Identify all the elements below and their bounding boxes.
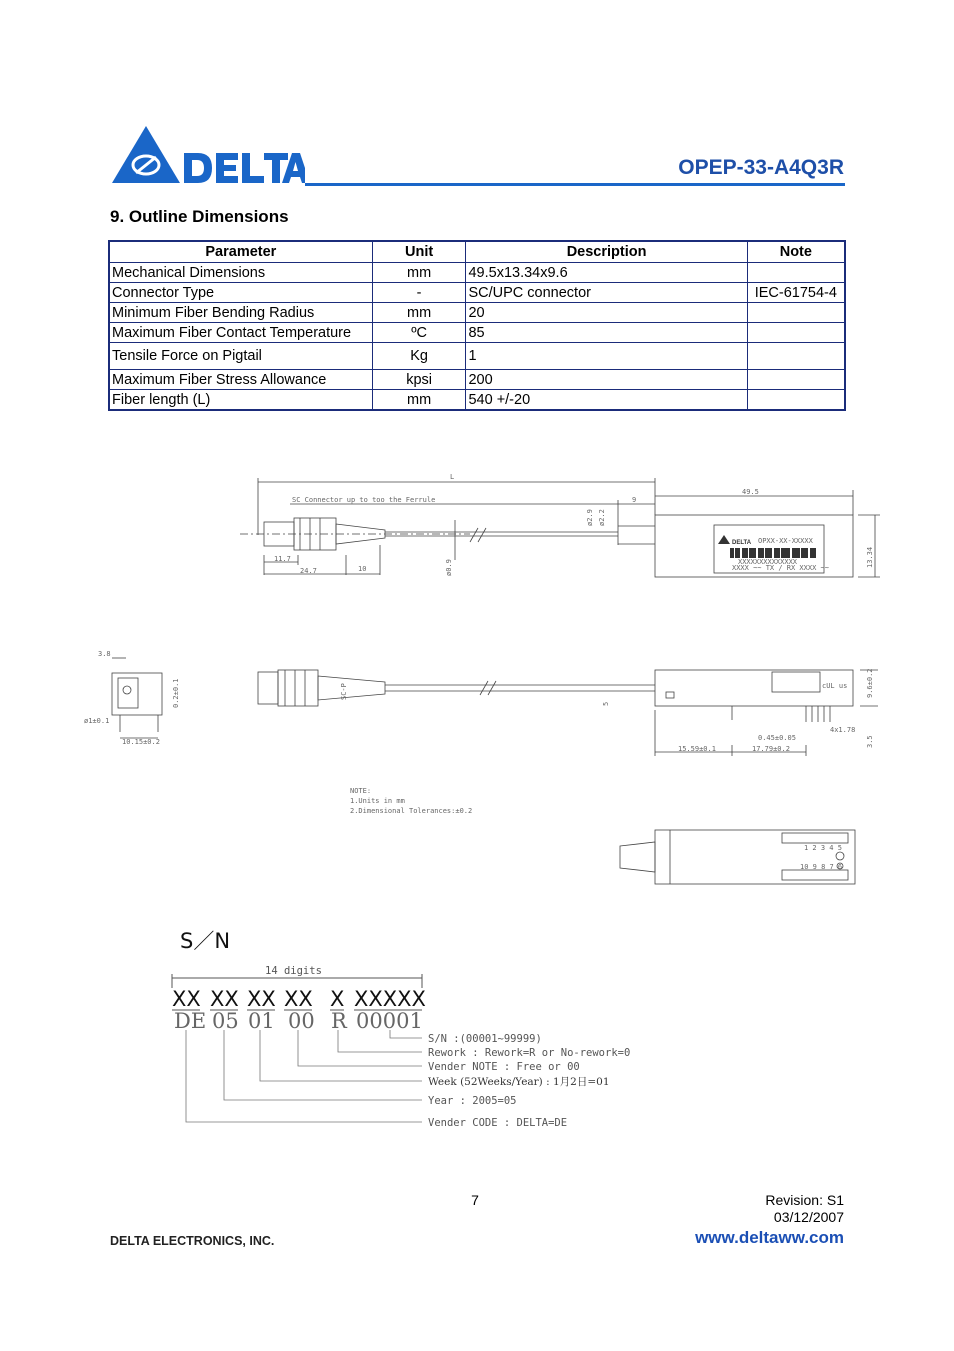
dim-5: 5 (602, 701, 610, 706)
spec-table (108, 240, 846, 411)
serial-number-diagram (150, 920, 710, 1140)
serial-fmt-year: XX (210, 987, 239, 1011)
serial-digits: 14 digits (265, 965, 322, 977)
delta-logo (110, 123, 305, 185)
table-row (109, 343, 845, 370)
serial-ex-rework: R (331, 1009, 347, 1033)
table-row (109, 303, 845, 323)
dim-29: ø2.9 (586, 509, 594, 526)
cell-description: 540 +/-20 (466, 390, 747, 411)
cell-description: 20 (466, 303, 747, 323)
table-header-row (109, 241, 845, 263)
dim-fiber-09: ø0.9 (445, 559, 453, 576)
cell-note (747, 343, 845, 370)
dim-10: 10 (358, 565, 367, 573)
revision: Revision: S1 (765, 1192, 844, 1208)
cell-parameter: Tensile Force on Pigtail (109, 343, 372, 370)
dim-22: ø2.2 (598, 509, 606, 526)
company-name: DELTA ELECTRONICS, INC. (110, 1234, 275, 1248)
cell-unit: kpsi (372, 370, 466, 390)
dim-1559: 15.59±0.1 (678, 745, 716, 753)
bottom-view (620, 830, 855, 884)
cell-note (747, 303, 845, 323)
cell-parameter: Maximum Fiber Stress Allowance (109, 370, 372, 390)
header-rule (305, 183, 845, 186)
cell-description: 200 (466, 370, 747, 390)
cell-parameter: Maximum Fiber Contact Temperature (109, 323, 372, 343)
pin-row-2: 10 9 8 7 6 (800, 863, 843, 871)
cell-unit: ºC (372, 323, 466, 343)
label-code: XXXX ~~ TX / RX XXXX ~~ (732, 564, 829, 572)
page-number: 7 (471, 1192, 479, 1208)
cell-parameter: Connector Type (109, 283, 372, 303)
dim-38: 3.8 (98, 650, 111, 658)
note-1: 1.Units in mm (350, 797, 405, 805)
revision-date: 03/12/2007 (773, 1209, 844, 1225)
dim-1: ø1±0.1 (84, 717, 110, 725)
cell-note (747, 390, 845, 411)
serial-fmt-week: XX (247, 987, 276, 1011)
serial-note-year: Year : 2005=05 (428, 1095, 517, 1107)
barcode-icon (730, 548, 816, 558)
cell-description: 85 (466, 323, 747, 343)
serial-ex-vendor: DE (174, 1009, 207, 1033)
dim-9: 9 (632, 496, 637, 504)
part-number: OPEP-33-A4Q3R (678, 156, 844, 179)
dim-045: 0.45±0.05 (758, 734, 796, 742)
serial-note-rework: Rework : Rework=R or No-rework=0 (428, 1047, 631, 1059)
side-view (258, 668, 878, 756)
revision-block (660, 1192, 844, 1226)
col-header-description: Description (466, 241, 747, 263)
cell-unit: Kg (372, 343, 466, 370)
note-2: 2.Dimensional Tolerances:±0.2 (350, 807, 473, 815)
table-row (109, 323, 845, 343)
dim-495: 49.5 (742, 488, 759, 496)
serial-fmt-vendor: XX (172, 987, 201, 1011)
serial-note-vendor-code: Vender CODE : DELTA=DE (428, 1117, 568, 1129)
cell-unit: mm (372, 263, 466, 283)
cell-unit: mm (372, 390, 466, 411)
note-title: NOTE: (350, 787, 372, 795)
col-header-parameter: Parameter (109, 241, 372, 263)
label-model: OPXX-XX-XXXXX (758, 537, 813, 545)
dim-4x178: 4x1.78 (830, 726, 856, 734)
dim-1779: 17.79±0.2 (752, 745, 790, 753)
dim-1334: 13.34 (866, 546, 874, 568)
dim-1015: 10.15±0.2 (122, 738, 160, 746)
cell-note: IEC-61754-4 (747, 283, 845, 303)
cell-unit: - (372, 283, 466, 303)
col-header-unit: Unit (372, 241, 466, 263)
serial-ex-vendor-note: 00 (288, 1009, 315, 1033)
serial-fmt-sn: XXXXX (354, 987, 426, 1011)
label-barcode-text: XXXXXXXXXXXXXX (738, 558, 798, 566)
table-row (109, 370, 845, 390)
cell-note (747, 370, 845, 390)
serial-note-vendor-note: Vender NOTE : Free or 00 (428, 1061, 580, 1073)
pin-row-1: 1 2 3 4 5 (804, 844, 842, 852)
serial-ex-sn: 00001 (356, 1009, 423, 1033)
outline-drawing (0, 460, 954, 900)
serial-ex-week: 01 (248, 1009, 275, 1033)
cell-unit: mm (372, 303, 466, 323)
top-view (240, 473, 880, 577)
serial-fmt-vendor-note: XX (284, 987, 313, 1011)
serial-ex-year: 05 (212, 1009, 239, 1033)
table-row (109, 283, 845, 303)
dim-02: 0.2±0.1 (172, 678, 180, 708)
cell-parameter: Mechanical Dimensions (109, 263, 372, 283)
cell-description: 49.5x13.34x9.6 (466, 263, 747, 283)
col-header-note: Note (747, 241, 845, 263)
website-link[interactable]: www.deltaww.com (695, 1228, 844, 1247)
serial-note-sn: S/N :(00001~99999) (428, 1033, 542, 1045)
serial-note-week: Week (52Weeks/Year) : 1月2日=01 (428, 1076, 610, 1088)
serial-title: S／N (180, 929, 231, 953)
table-row (109, 263, 845, 283)
sc-mark: SC-P (340, 683, 348, 700)
end-view (84, 650, 180, 746)
cell-note (747, 323, 845, 343)
sc-connector-note: SC Connector up to too the Ferrule (292, 496, 436, 504)
dim-35: 3.5 (866, 735, 874, 748)
dim-96: 9.6±0.2 (866, 668, 874, 698)
label-logo: DELTA (732, 540, 752, 546)
dim-247: 24.7 (300, 567, 317, 575)
dim-117: 11.7 (274, 555, 291, 563)
dim-l: L (450, 473, 455, 481)
cell-description: 1 (466, 343, 747, 370)
cell-parameter: Minimum Fiber Bending Radius (109, 303, 372, 323)
cell-note (747, 263, 845, 283)
cert-mark: cUL us (822, 682, 848, 690)
serial-fmt-rework: X (330, 987, 345, 1011)
section-title: 9. Outline Dimensions (110, 207, 289, 226)
cell-parameter: Fiber length (L) (109, 390, 372, 411)
cell-description: SC/UPC connector (466, 283, 747, 303)
table-row (109, 390, 845, 411)
